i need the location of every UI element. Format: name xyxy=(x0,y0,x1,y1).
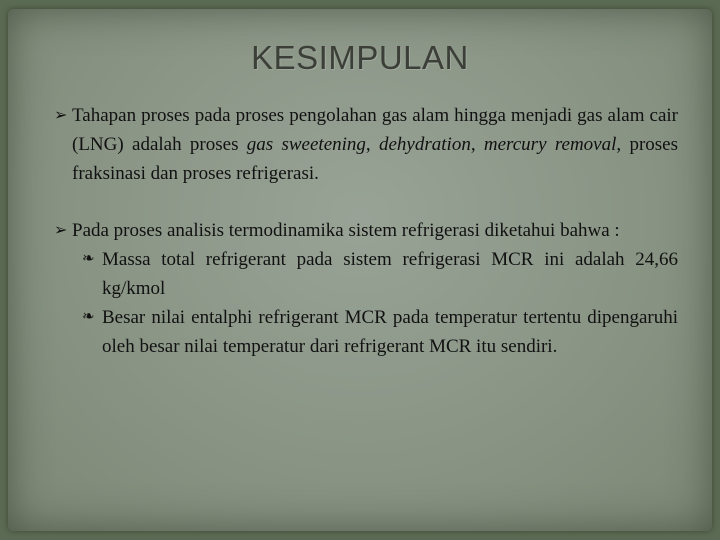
slide-body xyxy=(54,101,678,361)
sub-bullet-1-text: Massa total refrigerant pada sistem refrigerasi MCR ini adalah 24,66 kg/kmol xyxy=(102,249,678,299)
bullet-1-text xyxy=(72,105,678,184)
sub-bullet-icon: ❧ xyxy=(82,309,95,325)
sub-bullet-item-1 xyxy=(72,245,678,303)
text-run: Tahapan proses pada proses pengolahan gas alam hingga menjadi gas alam cair (LNG) adalah proses xyxy=(72,105,678,155)
sub-bullet-2-text: Besar nilai entalphi refrigerant MCR pada temperatur tertentu dipengaruhi oleh besar nilai temperatur dari refrigerant MCR itu sendiri. xyxy=(102,307,678,357)
sub-bullet-item-2 xyxy=(72,303,678,361)
italic-term: dehydration xyxy=(379,134,471,155)
bullet-item-2 xyxy=(54,216,678,361)
content-panel xyxy=(8,9,712,531)
text-run: , xyxy=(470,134,484,155)
slide-title: KESIMPULAN xyxy=(251,39,469,76)
italic-term: gas sweetening xyxy=(246,134,366,155)
arrow-bullet-icon: ➢ xyxy=(54,222,68,239)
sub-bullet-icon: ❧ xyxy=(82,251,95,267)
text-run: , proses fraksinasi dan proses refrigerasi. xyxy=(72,134,679,184)
italic-term: mercury removal xyxy=(483,134,617,155)
arrow-bullet-icon: ➢ xyxy=(54,107,68,124)
text-run: , xyxy=(365,134,379,155)
bullet-2-text: Pada proses analisis termodinamika sistem refrigerasi diketahui bahwa : xyxy=(72,220,620,241)
bullet-item-1 xyxy=(54,101,678,188)
